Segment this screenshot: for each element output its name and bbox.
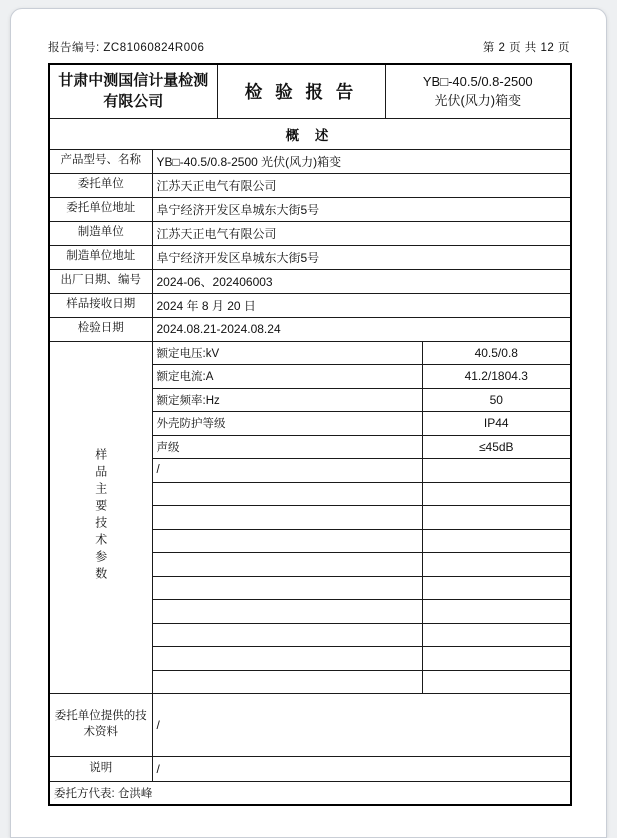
- tech-params-side-label: 样品主要技术参数: [93, 447, 108, 584]
- table-header-row: [49, 64, 571, 118]
- section-title: 概 述: [49, 118, 571, 149]
- tech-param-label: [152, 647, 422, 671]
- table-row: [49, 245, 571, 269]
- product-model-line1: YB□-40.5/0.8-2500: [422, 73, 533, 89]
- row-label: 检验日期: [49, 317, 152, 341]
- tech-param-value: 50: [422, 388, 571, 412]
- tech-param-value: IP44: [422, 412, 571, 436]
- tech-param-value: 40.5/0.8: [422, 341, 571, 365]
- row-label: 委托单位: [49, 173, 152, 197]
- table-row: [49, 149, 571, 173]
- row-value: 2024.08.21-2024.08.24: [152, 317, 571, 341]
- tech-param-label: 外壳防护等级: [152, 412, 422, 436]
- tech-param-value: [422, 670, 571, 694]
- page-indicator: 第 2 页 共 12 页: [482, 42, 570, 54]
- tech-param-value: [422, 482, 571, 506]
- company-name: 甘肃中测国信计量检测有限公司: [49, 64, 217, 118]
- row-label: 制造单位: [49, 221, 152, 245]
- table-row: [49, 221, 571, 245]
- row-label: 制造单位地址: [49, 245, 152, 269]
- tech-param-label: 声级: [152, 435, 422, 459]
- tech-param-label: [152, 623, 422, 647]
- report-number-label: 报告编号:: [48, 42, 100, 54]
- tech-param-value: [422, 600, 571, 624]
- tech-param-value: [422, 506, 571, 530]
- row-label: 样品接收日期: [49, 293, 152, 317]
- tech-param-label: 额定频率:Hz: [152, 388, 422, 412]
- row-label: 出厂日期、编号: [49, 269, 152, 293]
- representative-row: [49, 782, 571, 805]
- document-page: [10, 8, 607, 838]
- tech-param-label: [152, 482, 422, 506]
- tech-param-value: [422, 459, 571, 483]
- tech-param-value: 41.2/1804.3: [422, 365, 571, 389]
- row-label: 说明: [49, 757, 152, 782]
- section-title-row: [49, 118, 571, 149]
- report-title: 检 验 报 告: [217, 64, 385, 118]
- provided-docs-row: [49, 694, 571, 757]
- row-value: 2024-06、202406003: [152, 269, 571, 293]
- row-value: 江苏天正电气有限公司: [152, 173, 571, 197]
- representative-text: 委托方代表: 仓洪峰: [49, 782, 571, 805]
- report-number: [48, 39, 204, 55]
- row-value: /: [152, 694, 571, 757]
- product-model-header: [385, 64, 571, 118]
- row-value: 阜宁经济开发区阜城东大街5号: [152, 197, 571, 221]
- row-label: 产品型号、名称: [49, 149, 152, 173]
- tech-param-value: [422, 623, 571, 647]
- tech-param-label: /: [152, 459, 422, 483]
- tech-param-row: [49, 341, 571, 365]
- tech-param-label: 额定电压:kV: [152, 341, 422, 365]
- tech-param-label: [152, 553, 422, 577]
- table-row: [49, 269, 571, 293]
- tech-param-value: [422, 529, 571, 553]
- tech-param-value: [422, 553, 571, 577]
- inspection-report-table: [48, 63, 572, 806]
- tech-param-label: 额定电流:A: [152, 365, 422, 389]
- report-number-value: ZC81060824R006: [103, 42, 205, 54]
- page-meta: [48, 39, 570, 55]
- row-value: 阜宁经济开发区阜城东大街5号: [152, 245, 571, 269]
- tech-params-side-label-cell: [49, 341, 152, 694]
- tech-param-label: [152, 600, 422, 624]
- tech-param-label: [152, 670, 422, 694]
- tech-param-label: [152, 506, 422, 530]
- table-row: [49, 293, 571, 317]
- row-value: 2024 年 8 月 20 日: [152, 293, 571, 317]
- row-value: 江苏天正电气有限公司: [152, 221, 571, 245]
- tech-param-value: [422, 647, 571, 671]
- tech-param-label: [152, 576, 422, 600]
- row-label: 委托单位提供的技术资料: [49, 694, 152, 757]
- tech-param-label: [152, 529, 422, 553]
- row-value: /: [152, 757, 571, 782]
- table-row: [49, 197, 571, 221]
- table-row: [49, 173, 571, 197]
- tech-param-value: ≤45dB: [422, 435, 571, 459]
- row-label: 委托单位地址: [49, 197, 152, 221]
- row-value: YB□-40.5/0.8-2500 光伏(风力)箱变: [152, 149, 571, 173]
- product-model-line2: 光伏(风力)箱变: [434, 93, 522, 109]
- tech-param-value: [422, 576, 571, 600]
- table-row: [49, 317, 571, 341]
- note-row: [49, 757, 571, 782]
